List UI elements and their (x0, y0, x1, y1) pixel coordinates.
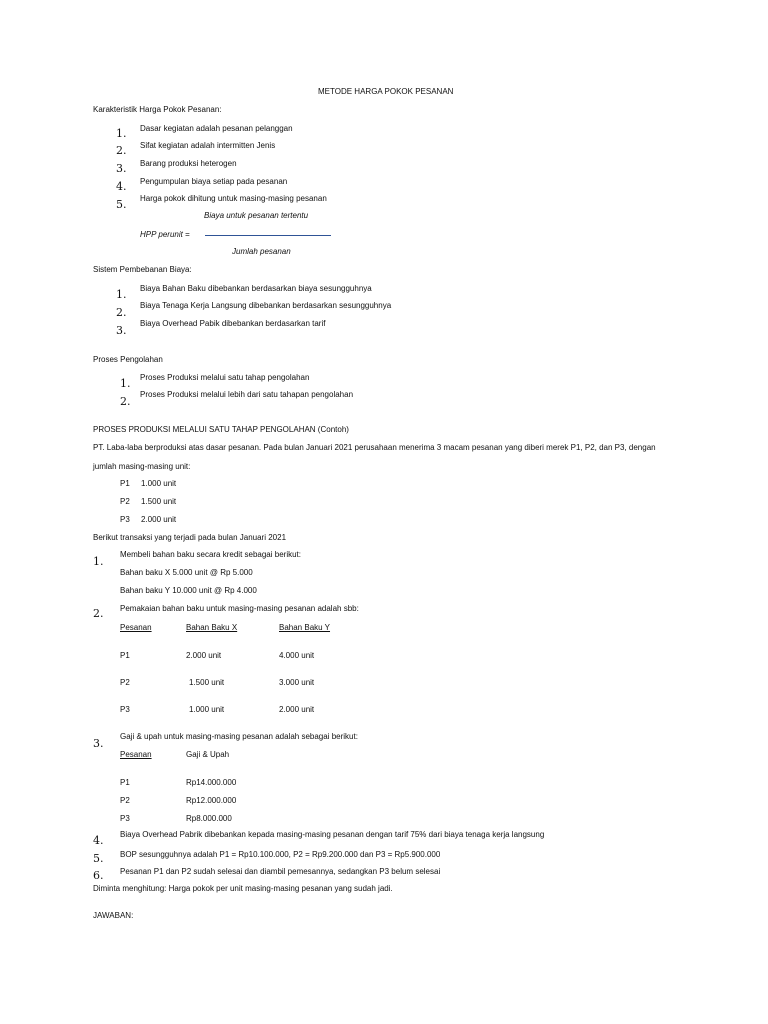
list-item: Proses Produksi melalui lebih dari satu tahapan pengolahan (140, 390, 354, 399)
order-code: P2 (120, 497, 130, 506)
transaksi-1-text: Membeli bahan baku secara kredit sebagai berikut: (120, 550, 301, 559)
table-cell: 1.500 unit (189, 678, 225, 687)
list-number: 6. (93, 869, 104, 882)
list-number: 3. (93, 737, 104, 750)
table-header: Pesanan (120, 750, 152, 759)
order-qty: 2.000 unit (141, 515, 177, 524)
table-header: Bahan Baku X (186, 623, 238, 632)
list-number: 1. (116, 288, 127, 301)
list-number: 2. (116, 306, 127, 319)
table-cell: P3 (120, 814, 130, 823)
table-cell: P2 (120, 678, 130, 687)
order-qty: 1.500 unit (141, 497, 177, 506)
list-item: Sifat kegiatan adalah intermitten Jenis (140, 141, 276, 150)
karakteristik-heading: Karakteristik Harga Pokok Pesanan: (93, 105, 222, 114)
formula-denominator: Jumlah pesanan (232, 247, 291, 256)
table-header: Gaji & Upah (186, 750, 230, 759)
transaksi-2-text: Pemakaian bahan baku untuk masing-masing pesanan adalah sbb: (120, 604, 359, 613)
bahan-baku-y-line: Bahan baku Y 10.000 unit @ Rp 4.000 (120, 586, 257, 595)
list-number: 4. (93, 834, 104, 847)
list-item: Proses Produksi melalui satu tahap pengolahan (140, 373, 310, 382)
contoh-heading: PROSES PRODUKSI MELALUI SATU TAHAP PENGOLAHAN (Contoh) (93, 425, 349, 434)
diminta-text: Diminta menghitung: Harga pokok per unit masing-masing pesanan yang sudah jadi. (93, 884, 393, 893)
table-cell: P1 (120, 651, 130, 660)
list-item: Biaya Overhead Pabik dibebankan berdasarkan tarif (140, 319, 326, 328)
transaksi-4-text: Biaya Overhead Pabrik dibebankan kepada masing-masing pesanan dengan tarif 75% dari biaya tenaga kerja langsung (120, 830, 545, 839)
transaksi-heading: Berikut transaksi yang terjadi pada bulan Januari 2021 (93, 533, 287, 542)
sistem-heading: Sistem Pembebanan Biaya: (93, 265, 192, 274)
table-cell: 1.000 unit (189, 705, 225, 714)
list-item: Harga pokok dihitung untuk masing-masing pesanan (140, 194, 327, 203)
table-header: Bahan Baku Y (279, 623, 331, 632)
list-number: 2. (120, 395, 131, 408)
transaksi-6-text: Pesanan P1 dan P2 sudah selesai dan diambil pemesannya, sedangkan P3 belum selesai (120, 867, 441, 876)
list-number: 5. (116, 198, 127, 211)
jawaban-heading: JAWABAN: (93, 911, 134, 920)
table-cell: P3 (120, 705, 130, 714)
table-cell: 4.000 unit (279, 651, 315, 660)
list-number: 1. (120, 377, 131, 390)
transaksi-3-text: Gaji & upah untuk masing-masing pesanan adalah sebagai berikut: (120, 732, 358, 741)
bahan-baku-x-line: Bahan baku X 5.000 unit @ Rp 5.000 (120, 568, 253, 577)
order-qty: 1.000 unit (141, 479, 177, 488)
order-code: P1 (120, 479, 130, 488)
list-number: 1. (93, 555, 104, 568)
transaksi-5-text: BOP sesungguhnya adalah P1 = Rp10.100.000, P2 = Rp9.200.000 dan P3 = Rp5.900.000 (120, 850, 441, 859)
list-number: 2. (116, 144, 127, 157)
table-header: Pesanan (120, 623, 152, 632)
fraction-line (205, 235, 331, 236)
list-number: 4. (116, 180, 127, 193)
list-item: Biaya Bahan Baku dibebankan berdasarkan biaya sesungguhnya (140, 284, 372, 293)
list-item: Pengumpulan biaya setiap pada pesanan (140, 177, 288, 186)
page-title: METODE HARGA POKOK PESANAN (318, 87, 454, 96)
table-cell: 3.000 unit (279, 678, 315, 687)
formula-numerator: Biaya untuk pesanan tertentu (204, 211, 309, 220)
list-number: 2. (93, 607, 104, 620)
contoh-intro: PT. Laba-laba berproduksi atas dasar pesanan. Pada bulan Januari 2021 perusahaan menerima 3 macam pesanan yang diberi merek P1, P2, dan P3, dengan (93, 443, 656, 452)
contoh-intro-cont: jumlah masing-masing unit: (93, 462, 191, 471)
table-cell: Rp14.000.000 (186, 778, 237, 787)
table-cell: Rp8.000.000 (186, 814, 232, 823)
order-code: P3 (120, 515, 130, 524)
list-number: 5. (93, 852, 104, 865)
formula-label: HPP perunit = (140, 230, 190, 239)
table-cell: 2.000 unit (279, 705, 315, 714)
list-number: 3. (116, 324, 127, 337)
table-cell: P1 (120, 778, 130, 787)
table-cell: Rp12.000.000 (186, 796, 237, 805)
list-number: 3. (116, 162, 127, 175)
list-number: 1. (116, 127, 127, 140)
list-item: Barang produksi heterogen (140, 159, 237, 168)
proses-heading: Proses Pengolahan (93, 355, 163, 364)
table-cell: P2 (120, 796, 130, 805)
table-cell: 2.000 unit (186, 651, 222, 660)
list-item: Dasar kegiatan adalah pesanan pelanggan (140, 124, 293, 133)
list-item: Biaya Tenaga Kerja Langsung dibebankan berdasarkan sesungguhnya (140, 301, 392, 310)
